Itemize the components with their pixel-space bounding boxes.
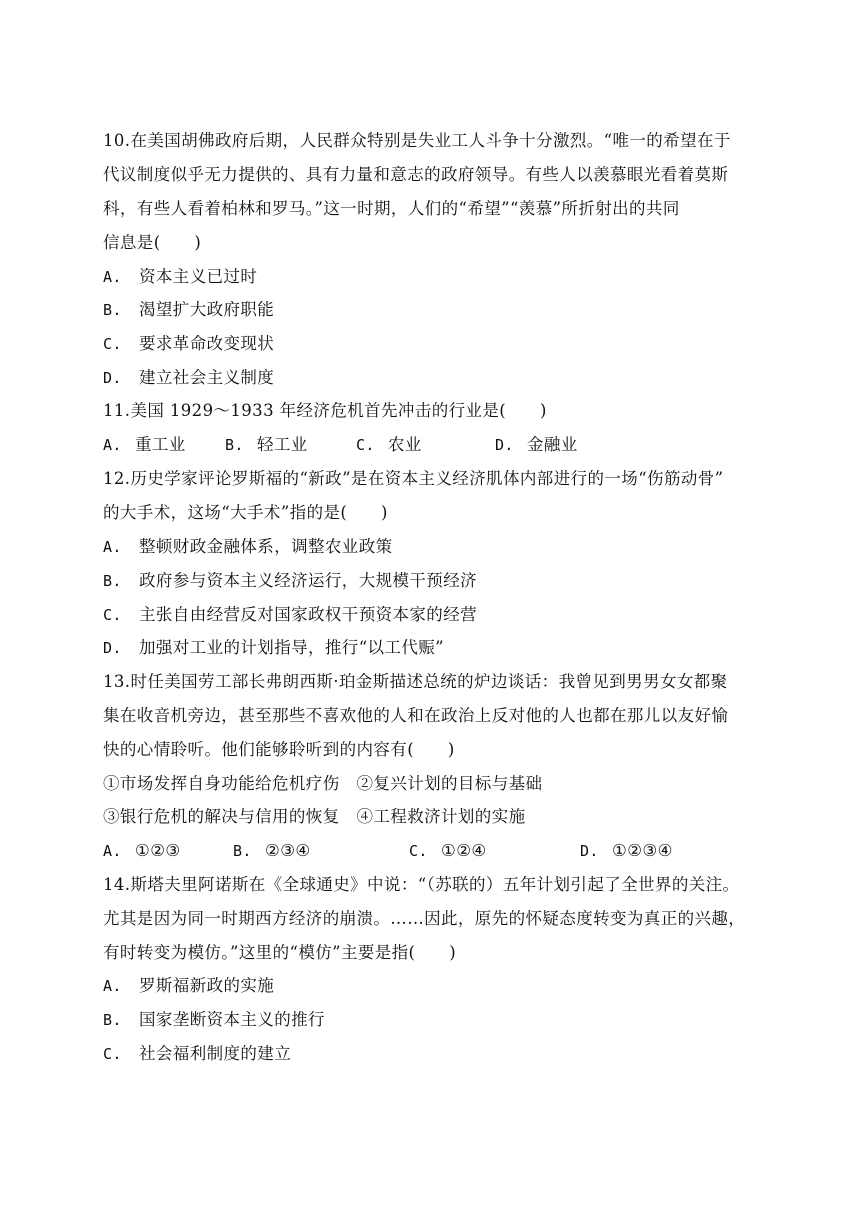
q10-stem-line-1: 10.在美国胡佛政府后期，人民群众特别是失业工人斗争十分激烈。“唯一的希望在于 (103, 131, 731, 150)
option-text: 加强对工业的计划指导，推行“以工代赈” (139, 638, 444, 657)
q10-option-a (103, 266, 793, 288)
option-text: 罗斯福新政的实施 (139, 976, 275, 995)
option-text: 建立社会主义制度 (139, 368, 275, 387)
q10-option-b (103, 299, 793, 321)
q14-option-c (103, 1043, 793, 1065)
q10-stem-line-3: 科，有些人看着柏林和罗马。”这一时期，人们的“希望”“羡慕”所折射出的共同 (103, 199, 680, 218)
q14-option-a (103, 975, 793, 997)
option-letter: C. (103, 1045, 122, 1063)
option-text: 金融业 (527, 435, 578, 454)
option-letter: A. (103, 977, 122, 995)
option-letter: A. (103, 842, 122, 860)
q13-stem-line-2: 集在收音机旁边，甚至那些不喜欢他的人和在政治上反对他的人也都在那儿以友好愉 (103, 706, 729, 725)
q12-option-d (103, 637, 793, 659)
option-text: ①②④ (441, 841, 487, 860)
option-letter: C. (356, 436, 375, 454)
option-letter: B. (103, 572, 122, 590)
option-letter: D. (103, 369, 122, 387)
option-text: 主张自由经营反对国家政权干预资本家的经营 (139, 605, 477, 624)
option-letter: D. (103, 639, 122, 657)
option-text: 国家垄断资本主义的推行 (139, 1010, 325, 1029)
option-text: 资本主义已过时 (139, 267, 258, 286)
q13-option-a (103, 840, 181, 862)
q11-option-c (356, 434, 422, 456)
option-letter: B. (233, 842, 252, 860)
q12-option-c (103, 604, 793, 626)
option-text: 要求革命改变现状 (139, 334, 275, 353)
q13-option-b (233, 840, 311, 862)
q12-stem-line-2: 的大手术，这场“大手术”指的是( ) (103, 503, 388, 522)
option-letter: D. (580, 842, 599, 860)
option-letter: B. (225, 436, 244, 454)
q10-stem-line-4: 信息是( ) (103, 233, 202, 252)
q12-option-b (103, 570, 793, 592)
q14-stem-line-2: 尤其是因为同一时期西方经济的崩溃。……因此，原先的怀疑态度转变为真正的兴趣， (103, 909, 746, 928)
q11-stem: 11.美国 1929～1933 年经济危机首先冲击的行业是( ) (103, 401, 547, 420)
option-letter: A. (103, 436, 122, 454)
option-text: 农业 (388, 435, 422, 454)
option-text: ①②③ (135, 841, 181, 860)
q10-option-c (103, 333, 793, 355)
option-letter: B. (103, 301, 122, 319)
option-text: 政府参与资本主义经济运行，大规模干预经济 (139, 571, 477, 590)
q13-option-c (409, 840, 487, 862)
q11-option-b (225, 434, 308, 456)
q12-stem-line-1: 12.历史学家评论罗斯福的“新政”是在资本主义经济肌体内部进行的一场“伤筋动骨” (103, 469, 724, 488)
option-letter: A. (103, 268, 122, 286)
q13-option-d (580, 840, 673, 862)
option-text: 轻工业 (257, 435, 308, 454)
option-text: ①②③④ (612, 841, 673, 860)
option-text: 重工业 (135, 435, 186, 454)
q14-stem-line-1: 14.斯塔夫里阿诺斯在《全球通史》中说：“（苏联的）五年计划引起了全世界的关注。 (103, 875, 740, 894)
q11-option-a (103, 434, 186, 456)
q14-option-b (103, 1009, 793, 1031)
option-text: 整顿财政金融体系，调整农业政策 (139, 537, 393, 556)
option-letter: B. (103, 1011, 122, 1029)
q13-stem-line-1: 13.时任美国劳工部长弗朗西斯·珀金斯描述总统的炉边谈话：我曾见到男男女女都聚 (103, 672, 728, 691)
option-text: 渴望扩大政府职能 (139, 300, 275, 319)
option-text: ②③④ (265, 841, 311, 860)
option-letter: C. (103, 335, 122, 353)
q13-stem-line-3: 快的心情聆听。他们能够聆听到的内容有( ) (103, 740, 455, 759)
q12-option-a (103, 536, 793, 558)
option-letter: D. (495, 436, 514, 454)
q11-option-d (495, 434, 578, 456)
option-text: 社会福利制度的建立 (139, 1044, 292, 1063)
option-letter: A. (103, 538, 122, 556)
option-letter: C. (103, 606, 122, 624)
q14-stem-line-3: 有时转变为模仿。”这里的“模仿”主要是指( ) (103, 943, 457, 962)
q13-statements-line-1: ①市场发挥自身功能给危机疗伤 ②复兴计划的目标与基础 (103, 774, 543, 793)
q13-statements-line-2: ③银行危机的解决与信用的恢复 ④工程救济计划的实施 (103, 807, 526, 826)
q10-stem-line-2: 代议制度似乎无力提供的、具有力量和意志的政府领导。有些人以羡慕眼光看着莫斯 (103, 165, 729, 184)
q10-option-d (103, 367, 793, 389)
option-letter: C. (409, 842, 428, 860)
